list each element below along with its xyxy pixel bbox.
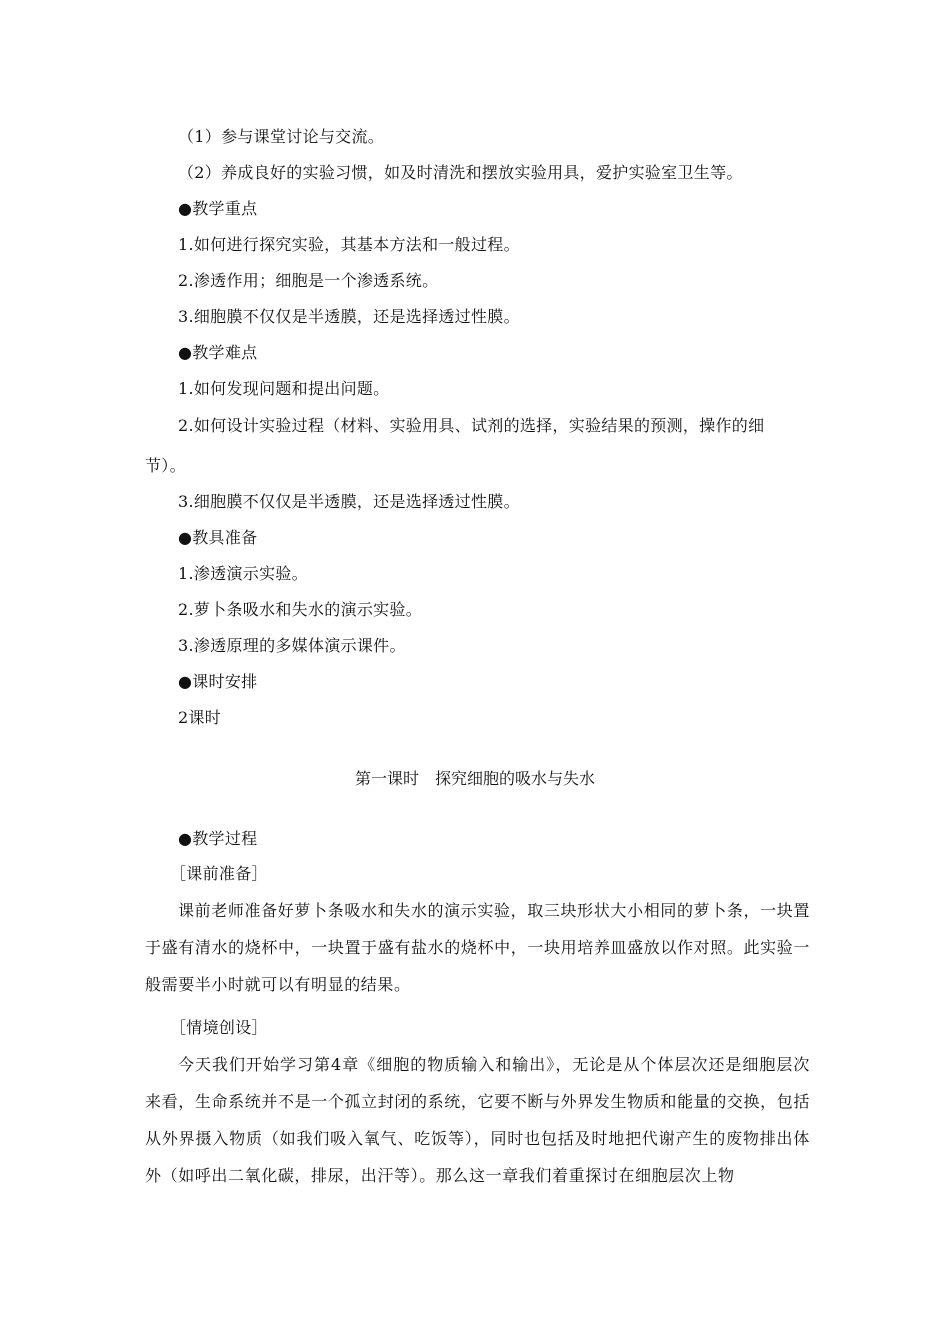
- objective-item-2: （2）养成良好的实验习惯，如及时清洗和摆放实验用具，爱护实验室卫生等。: [178, 163, 743, 182]
- scenario-paragraph: 今天我们开始学习第4章《细胞的物质输入和输出》，无论是从个体层次还是细胞层次来看，生命系统并不是一个孤立封闭的系统，它要不断与外界发生物质和能量的交换，包括从外界摄入物质（如我们吸入氧气、吃饭等），同时也包括及时地把代谢产生的废物排出体外（如呼出二氧化碳，排尿，出汗等）。那么这一章我们着重探讨在细胞层次上物: [145, 1055, 810, 1185]
- section-title: 第一课时 探究细胞的吸水与失水: [354, 769, 595, 788]
- heading-teaching-process: ●教学过程: [178, 829, 258, 848]
- focus-item-2: 2.渗透作用；细胞是一个渗透系统。: [178, 271, 439, 290]
- heading-class-hours: ●课时安排: [178, 672, 258, 691]
- difficulty-item-1: 1.如何发现问题和提出问题。: [178, 379, 390, 398]
- aids-item-2: 2.萝卜条吸水和失水的演示实验。: [178, 600, 423, 619]
- difficulty-item-2-continued: 节）。: [145, 456, 186, 475]
- heading-teaching-aids: ●教具准备: [178, 528, 258, 547]
- scenario-label: ［情境创设］: [170, 1018, 268, 1037]
- pre-class-prep-paragraph: 课前老师准备好萝卜条吸水和失水的演示实验，取三块形状大小相同的萝卜条，一块置于盛有清水的烧杯中，一块置于盛有盐水的烧杯中，一块用培养皿盛放以作对照。此实验一般需要半小时就可以有明显的结果。: [145, 901, 810, 994]
- difficulty-item-3: 3.细胞膜不仅仅是半透膜，还是选择透过性膜。: [178, 492, 520, 511]
- class-hours-value: 2课时: [178, 708, 222, 727]
- objective-item-1: （1）参与课堂讨论与交流。: [178, 127, 385, 146]
- focus-item-1: 1.如何进行探究实验，其基本方法和一般过程。: [178, 235, 520, 254]
- heading-teaching-focus: ●教学重点: [178, 199, 258, 218]
- heading-teaching-difficulty: ●教学难点: [178, 343, 258, 362]
- difficulty-item-2: 2.如何设计实验过程（材料、实验用具、试剂的选择，实验结果的预测，操作的细: [178, 416, 765, 435]
- focus-item-3: 3.细胞膜不仅仅是半透膜，还是选择透过性膜。: [178, 307, 520, 326]
- aids-item-1: 1.渗透演示实验。: [178, 564, 308, 583]
- aids-item-3: 3.渗透原理的多媒体演示课件。: [178, 636, 406, 655]
- pre-class-prep-label: ［课前准备］: [170, 864, 268, 883]
